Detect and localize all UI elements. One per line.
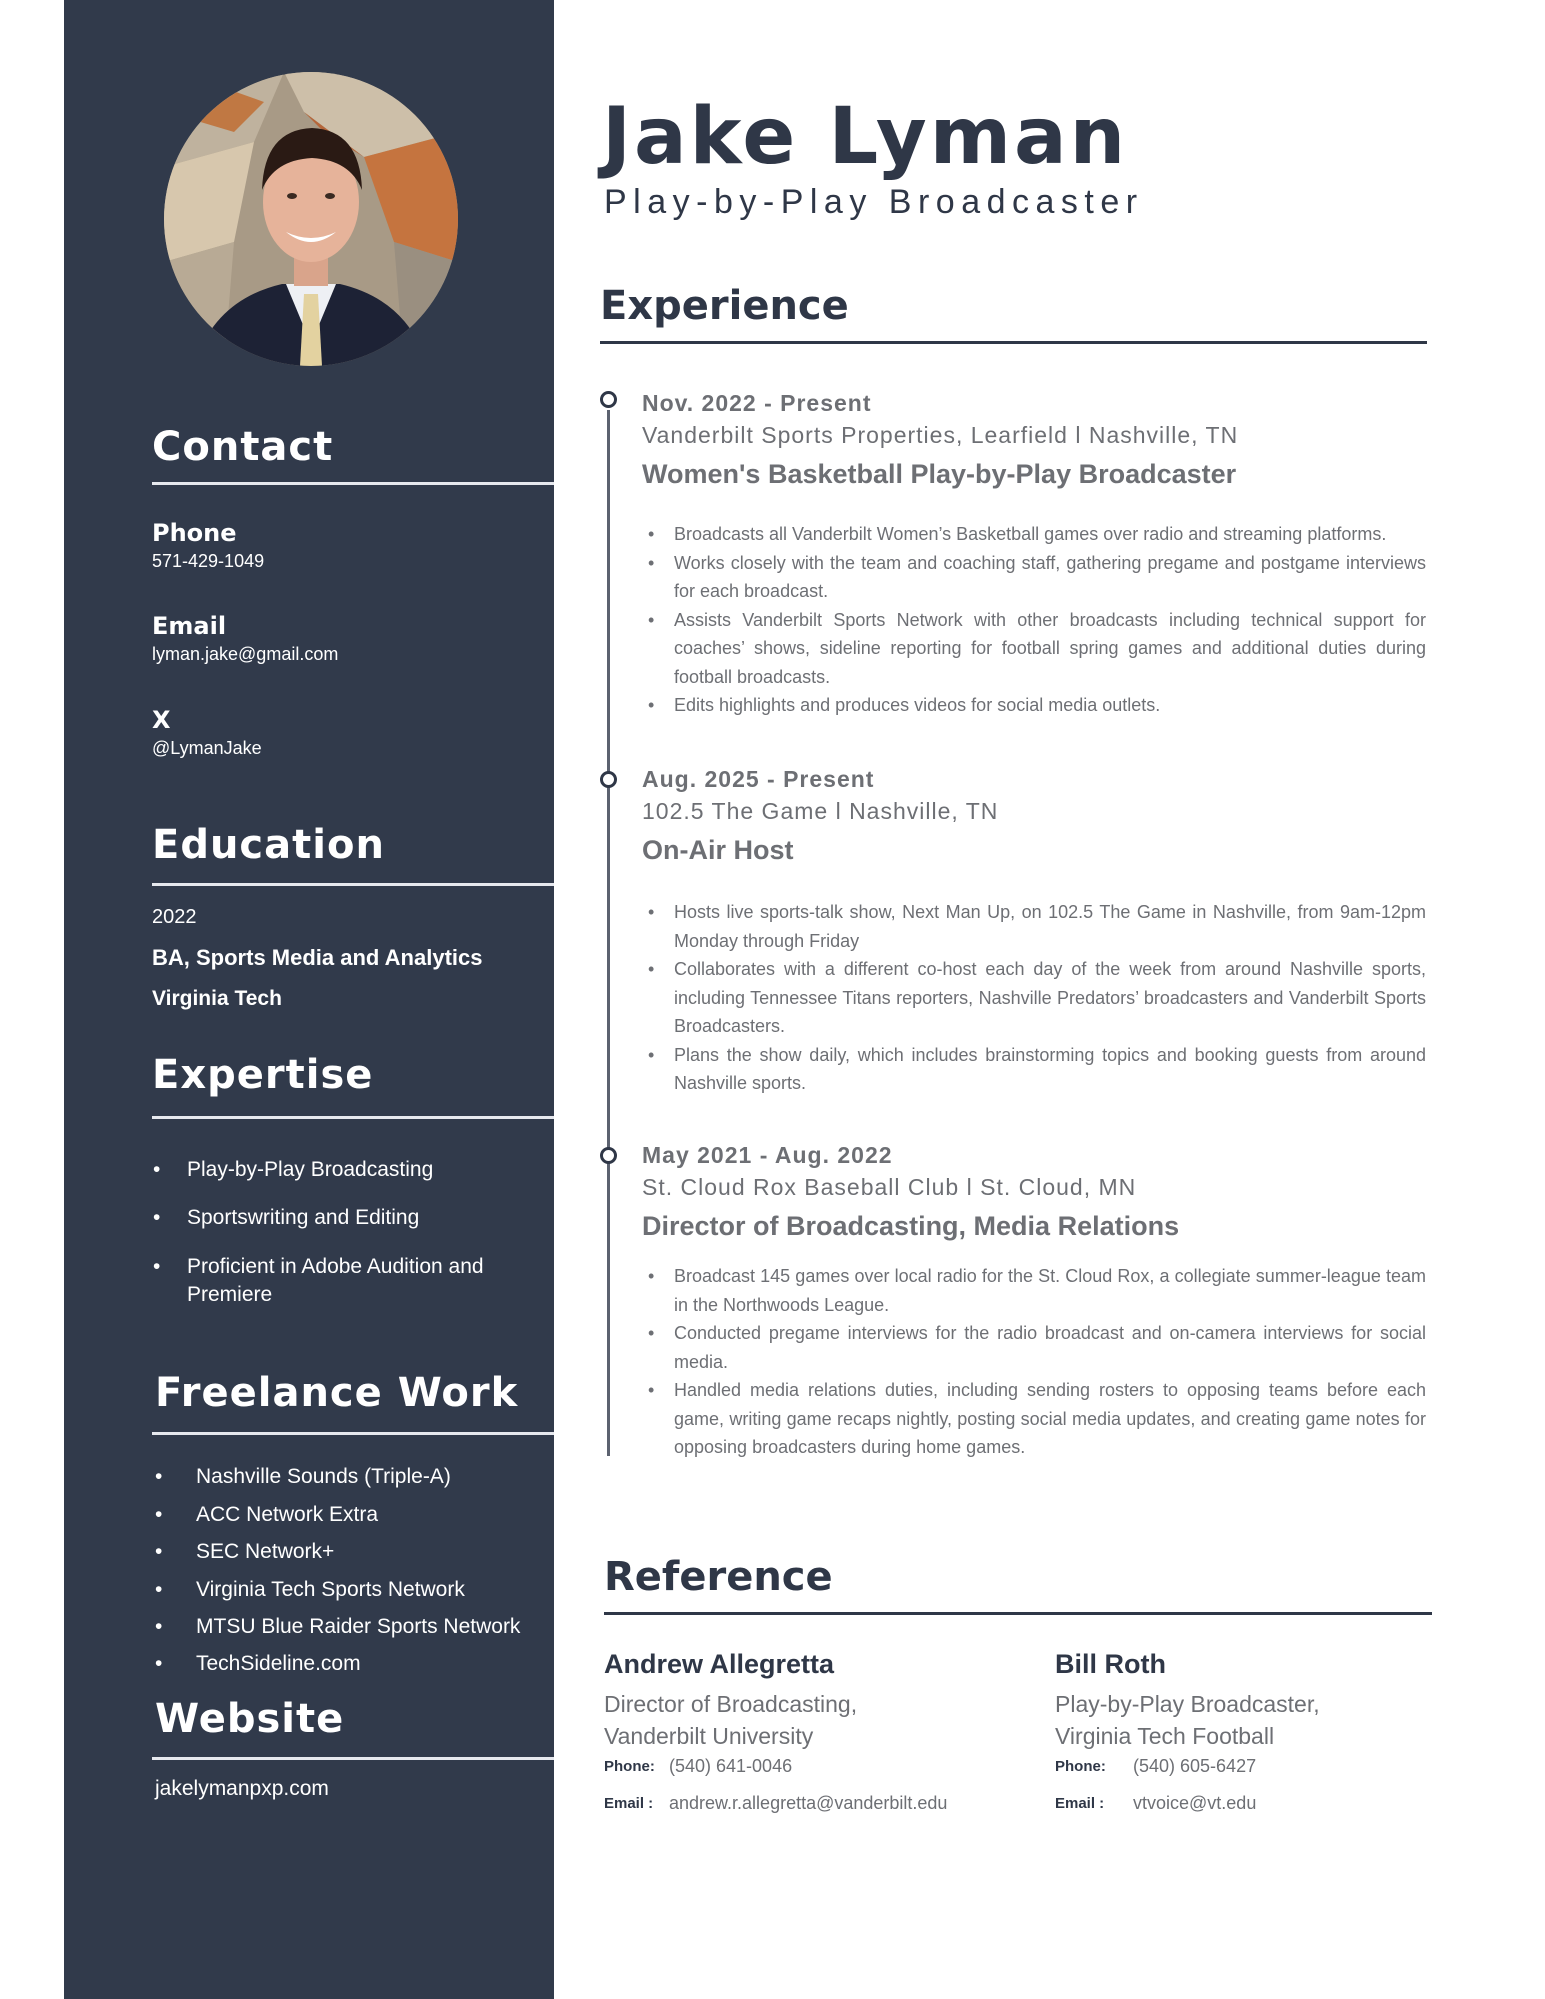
reference-email-label: Email : [604, 1795, 654, 1812]
education-school: Virginia Tech [152, 987, 282, 1010]
duty-text: Hosts live sports-talk show, Next Man Up, on 102.5 The Game in Nashville, from 9am-12pm Monday through Friday [674, 902, 1426, 951]
name-title: Jake Lyman [602, 92, 1129, 182]
reference-email-label: Email : [1055, 1795, 1105, 1812]
list-item [153, 1204, 513, 1232]
list-item [648, 1376, 1426, 1462]
job-role: Women's Basketball Play-by-Play Broadcaster [642, 459, 1237, 489]
list-item [648, 520, 1426, 549]
list-item [648, 1041, 1426, 1098]
bullet: • [648, 1380, 655, 1400]
phone-label: Phone [152, 519, 237, 547]
list-item [155, 1576, 545, 1604]
job-organization: 102.5 The Game l Nashville, TN [642, 798, 999, 824]
duty-text: Conducted pregame interviews for the radio broadcast and on-camera interviews for social media. [674, 1323, 1426, 1372]
email-value: lyman.jake@gmail.com [152, 644, 339, 664]
freelance-heading: Freelance Work [155, 1370, 519, 1416]
bullet: • [155, 1465, 163, 1488]
reference-phone: (540) 641-0046 [669, 1756, 793, 1776]
freelance-item: Virginia Tech Sports Network [196, 1578, 465, 1601]
contact-heading: Contact [152, 424, 334, 470]
experience-heading: Experience [600, 283, 849, 329]
expertise-item: Sportswriting and Editing [187, 1206, 420, 1229]
bullet: • [155, 1540, 163, 1563]
bullet: • [648, 1266, 655, 1286]
list-item [155, 1463, 545, 1491]
bullet: • [648, 1044, 655, 1065]
bullet: • [648, 695, 655, 715]
list-item [153, 1253, 513, 1309]
bullet: • [155, 1503, 163, 1526]
list-item [648, 691, 1426, 720]
x-label: X [152, 706, 171, 734]
freelance-item: MTSU Blue Raider Sports Network [196, 1615, 521, 1638]
phone-value: 571-429-1049 [152, 551, 265, 571]
duty-text: Plans the show daily, which includes brainstorming topics and booking guests from around Nashville sports. [674, 1044, 1426, 1093]
duty-text: Handled media relations duties, including sending rosters to opposing teams before each game, writing game recaps nightly, posting social media updates, and creating game notes for opposing broadcasters during home games. [674, 1380, 1426, 1457]
list-item [648, 1319, 1426, 1376]
experience-divider [600, 341, 1427, 344]
reference-email[interactable]: vtvoice@vt.edu [1133, 1793, 1257, 1813]
list-item [648, 955, 1426, 1041]
education-degree: BA, Sports Media and Analytics [152, 945, 483, 970]
bullet: • [153, 1158, 161, 1181]
timeline-node [600, 771, 617, 788]
reference-heading: Reference [604, 1554, 833, 1600]
list-item [648, 549, 1426, 606]
email-label: Email [152, 612, 227, 640]
duty-text: Works closely with the team and coaching staff, gathering pregame and postgame interviews for each broadcast. [674, 552, 1426, 601]
reference-name: Bill Roth [1055, 1649, 1166, 1679]
bullet: • [648, 552, 655, 573]
contact-divider [152, 482, 554, 485]
bullet: • [155, 1578, 163, 1601]
bullet: • [153, 1255, 161, 1278]
list-item [155, 1650, 545, 1678]
bullet: • [153, 1206, 161, 1229]
job-date: May 2021 - Aug. 2022 [642, 1142, 893, 1168]
list-item [648, 606, 1426, 692]
job-date: Aug. 2025 - Present [642, 766, 875, 792]
reference-email[interactable]: andrew.r.allegretta@vanderbilt.edu [669, 1793, 948, 1813]
list-item [153, 1156, 513, 1184]
duty-text: Assists Vanderbilt Sports Network with other broadcasts including technical support for coaches’ shows, sideline reporting for football spring games and additional duties during football broadcasts. [674, 609, 1426, 687]
job-title: Play-by-Play Broadcaster [604, 183, 1144, 221]
job-date: Nov. 2022 - Present [642, 390, 872, 416]
reference-phone-label: Phone: [1055, 1758, 1106, 1775]
job-role: On-Air Host [642, 835, 794, 865]
website-heading: Website [155, 1696, 345, 1742]
duty-list [648, 520, 1426, 720]
bullet: • [648, 959, 655, 979]
list-item [155, 1501, 545, 1529]
education-divider [152, 883, 554, 886]
timeline-node [600, 1147, 617, 1164]
profile-photo [164, 72, 458, 366]
freelance-divider [152, 1432, 554, 1435]
duty-text: Edits highlights and produces videos for social media outlets. [674, 695, 1161, 715]
education-heading: Education [152, 822, 385, 868]
job-organization: St. Cloud Rox Baseball Club l St. Cloud, MN [642, 1174, 1137, 1200]
job-organization: Vanderbilt Sports Properties, Learfield l Nashville, TN [642, 422, 1239, 448]
freelance-item: ACC Network Extra [196, 1503, 379, 1526]
bullet: • [155, 1652, 163, 1675]
job-role: Director of Broadcasting, Media Relations [642, 1211, 1180, 1241]
reference-title: Virginia Tech Football [1055, 1723, 1275, 1749]
list-item [648, 1262, 1426, 1319]
bullet: • [648, 609, 655, 630]
reference-title: Play-by-Play Broadcaster, [1055, 1691, 1320, 1717]
reference-divider [604, 1612, 1432, 1615]
list-item [155, 1538, 545, 1566]
reference-name: Andrew Allegretta [604, 1649, 835, 1679]
freelance-item: TechSideline.com [196, 1652, 361, 1675]
freelance-item: SEC Network+ [196, 1540, 335, 1563]
reference-title: Vanderbilt University [604, 1723, 814, 1749]
education-year: 2022 [152, 906, 197, 928]
reference-phone: (540) 605-6427 [1133, 1756, 1257, 1776]
list-item [155, 1613, 545, 1641]
website-url[interactable]: jakelymanpxp.com [155, 1777, 329, 1800]
duty-list [648, 898, 1426, 1098]
duty-text: Broadcast 145 games over local radio for the St. Cloud Rox, a collegiate summer-league team in the Northwoods League. [674, 1266, 1426, 1315]
expertise-item: Play-by-Play Broadcasting [187, 1158, 434, 1181]
duty-list [648, 1262, 1426, 1462]
bullet: • [155, 1615, 163, 1638]
timeline-node [600, 391, 617, 408]
duty-text: Collaborates with a different co-host each day of the week from around Nashville sports, including Tennessee Titans reporters, Nashville Predators’ broadcasters and Vanderbilt Sports Broadcasters. [674, 959, 1426, 1036]
reference-title: Director of Broadcasting, [604, 1691, 858, 1717]
freelance-item: Nashville Sounds (Triple-A) [196, 1465, 451, 1488]
bullet: • [648, 524, 655, 544]
expertise-divider [152, 1116, 554, 1119]
bullet: • [648, 902, 655, 922]
duty-text: Broadcasts all Vanderbilt Women’s Basketball games over radio and streaming platforms. [674, 524, 1387, 544]
timeline-line [607, 410, 610, 1456]
x-handle: @LymanJake [152, 738, 262, 758]
sidebar [64, 0, 554, 1999]
website-divider [152, 1757, 554, 1760]
bullet: • [648, 1323, 655, 1343]
expertise-heading: Expertise [152, 1052, 374, 1098]
list-item [648, 898, 1426, 955]
expertise-item: Proficient in Adobe Audition and Premiere [187, 1255, 484, 1306]
reference-phone-label: Phone: [604, 1758, 655, 1775]
